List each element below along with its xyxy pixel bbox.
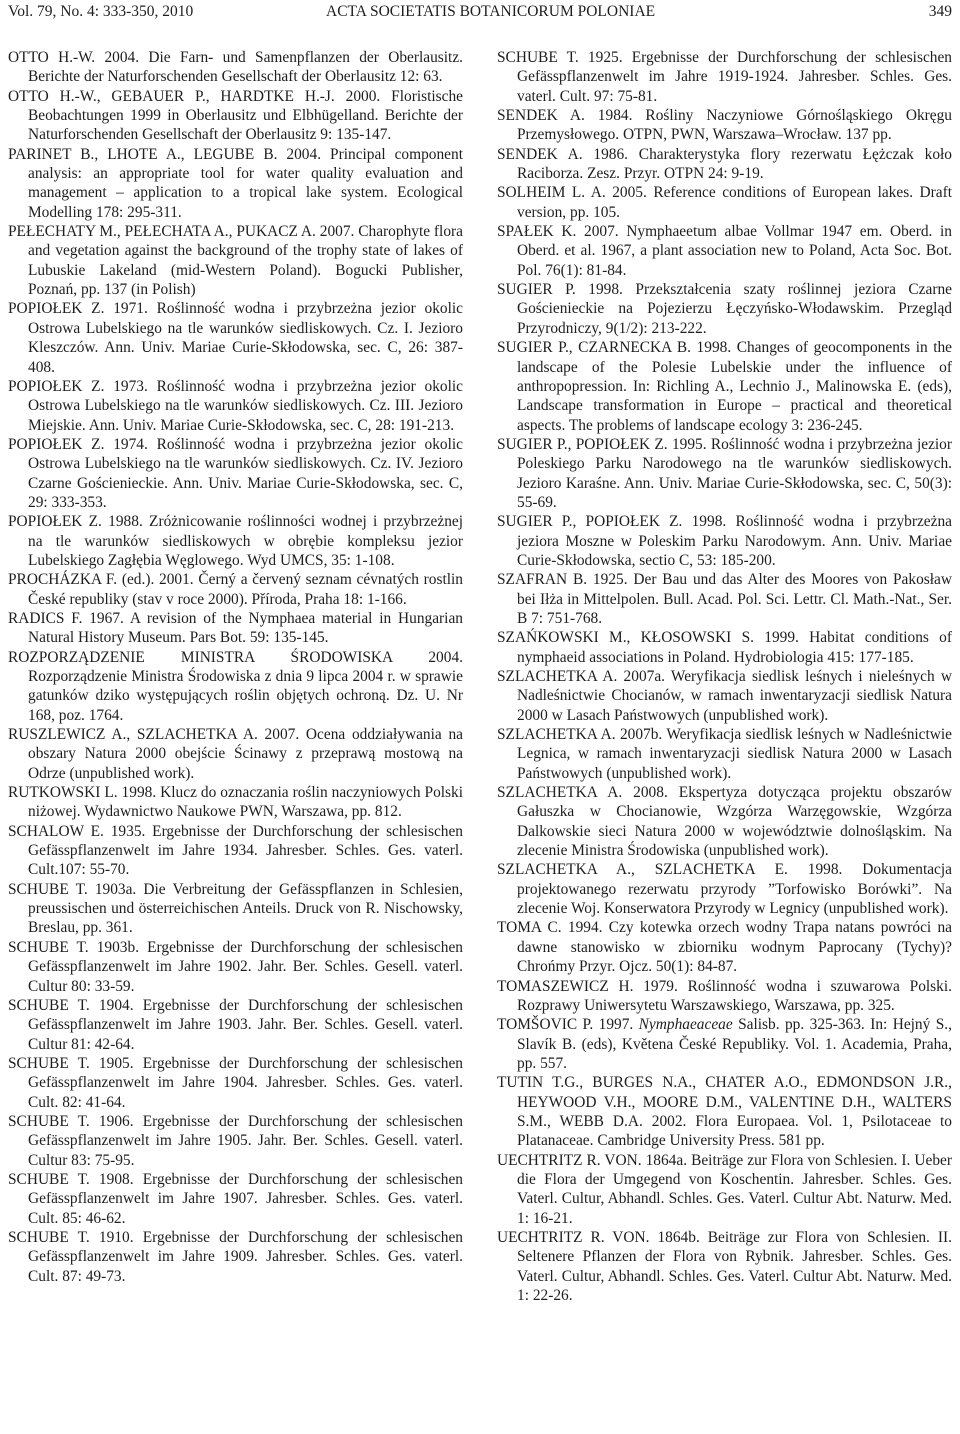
- reference-entry: SCHUBE T. 1903b. Ergebnisse der Durchforschung der schlesischen Gefässpflanzenwelt im Jahre 1902. Jahr. Ber. Schles. Gesell. vaterl. Cultur 80: 33-59.: [8, 938, 463, 995]
- reference-entry: SZLACHETKA A. 2008. Ekspertyza dotycząca projektu obszarów Gałuszka w Chocianowie, Wzgórza Warzęgowskie, Wzgórza Dalkowskie sieci Natura 2000 w województwie dolnośląskim. Na zlecenie Ministra Środowiska (unpublished work).: [497, 784, 952, 860]
- references-right-column: [497, 48, 952, 1305]
- reference-entry: RADICS F. 1967. A revision of the Nymphaea material in Hungarian Natural History Museum. Pars Bot. 59: 135-145.: [8, 609, 463, 647]
- reference-entry: TOMASZEWICZ H. 1979. Roślinność wodna i szuwarowa Polski. Rozprawy Uniwersytetu Warszawskiego, Warszawa, pp. 325.: [497, 977, 952, 1014]
- reference-entry: POPIOŁEK Z. 1973. Roślinność wodna i przybrzeżna jezior okolic Ostrowa Lubelskiego na tle warunków siedliskowych. Cz. III. Jezioro Miejskie. Ann. Univ. Mariae Curie-Skłodowska, sec. C, 28: 191-213.: [8, 377, 463, 434]
- reference-entry: UECHTRITZ R. VON. 1864b. Beiträge zur Flora von Schlesien. II. Seltenere Pflanzen der Flora von Rybnik. Jahresber. Schles. Ges. Vaterl. Cultur, Abhandl. Schles. Ges. Vaterl. Cultur Abt. Naturw. Med. 1: 22-26.: [497, 1228, 952, 1304]
- reference-entry: [497, 1015, 952, 1073]
- reference-entry: TOMA C. 1994. Czy kotewka orzech wodny Trapa natans powróci na dawne stanowisko w zbiorniku wodnym Paprocany (Tychy)? Chrońmy Przyr. Ojcz. 50(1): 84-87.: [497, 919, 952, 976]
- reference-entry: PARINET B., LHOTE A., LEGUBE B. 2004. Principal component analysis: an appropriate tool for water quality evaluation and management – application to a tropical lake system. Ecological Modelling 178: 295-311.: [8, 145, 463, 221]
- reference-entry: SCHUBE T. 1925. Ergebnisse der Durchforschung der schlesischen Gefässpflanzenwelt im Jahre 1919-1924. Jahresber. Schles. Ges. vaterl. Cult. 97: 75-81.: [497, 49, 952, 105]
- reference-entry: UECHTRITZ R. VON. 1864a. Beiträge zur Flora von Schlesien. I. Ueber die Flora der Umgegend von Koschentin. Jahresber. Schles. Ges. Vaterl. Cultur, Abhandl. Schles. Ges. Vaterl. Cultur Abt. Naturw. Med. 1: 16-21.: [497, 1151, 952, 1227]
- reference-entry: SCHALOW E. 1935. Ergebnisse der Durchforschung der schlesischen Gefässpflanzenwelt im Jahre 1934. Jahresber. Schles. Ges. vaterl. Cult.107: 55-70.: [8, 822, 463, 879]
- reference-entry: POPIOŁEK Z. 1974. Roślinność wodna i przybrzeżna jezior okolic Ostrowa Lubelskiego na tle warunków siedliskowych. Cz. IV. Jezioro Czarne Gościenieckie. Ann. Univ. Mariae Curie-Skłodowska, sec. C, 29: 333-353.: [8, 435, 463, 511]
- reference-entry: POPIOŁEK Z. 1988. Zróżnicowanie roślinności wodnej i przybrzeżnej na tle warunków siedliskowych w obrębie kompleksu jezior Lubelskiego Zagłębia Węglowego. Wyd UMCS, 35: 1-108.: [8, 513, 463, 569]
- running-header: [8, 0, 952, 24]
- reference-entry: SENDEK A. 1984. Rośliny Naczyniowe Górnośląskiego Okręgu Przemysłowego. OTPN, PWN, Warszawa–Wrocław. 137 pp.: [497, 107, 952, 144]
- reference-entry: SCHUBE T. 1903a. Die Verbreitung der Gefässpflanzen in Schlesien, preussischen und österreichischen Anteils. Druck von R. Nischowsky, Breslau, pp. 361.: [8, 880, 463, 937]
- reference-entry: PROCHÁZKA F. (ed.). 2001. Černý a červený seznam cévnatých rostlin České republiky (stav v roce 2000). Příroda, Praha 18: 1-166.: [8, 571, 463, 608]
- reference-entry: RUTKOWSKI L. 1998. Klucz do oznaczania roślin naczyniowych Polski niżowej. Wydawnictwo Naukowe PWN, Warszawa, pp. 812.: [8, 784, 463, 821]
- reference-entry: SCHUBE T. 1905. Ergebnisse der Durchforschung der schlesischen Gefässpflanzenwelt im Jahre 1904. Jahresber. Schles. Ges. vaterl. Cult. 82: 41-64.: [8, 1054, 463, 1111]
- reference-entry: SUGIER P., POPIOŁEK Z. 1995. Roślinność wodna i przybrzeżna jezior Poleskiego Parku Narodowego na tle warunków siedliskowych. Jezioro Karaśne. Ann. Univ. Mariae Curie-Skłodowska, sec. C, 50(3): 55-69.: [497, 435, 952, 511]
- reference-entry: RUSZLEWICZ A., SZLACHETKA A. 2007. Ocena oddziaływania na obszary Natura 2000 obejście Ścinawy z przeprawą mostową na Odrze (unpublished work).: [8, 726, 463, 782]
- reference-entry: POPIOŁEK Z. 1971. Roślinność wodna i przybrzeżna jezior okolic Ostrowa Lubelskiego na tle warunków siedliskowych. Cz. I. Jezioro Kleszczów. Ann. Univ. Mariae Curie-Skłodowska, sec. C, 26: 387-408.: [8, 300, 463, 376]
- reference-entry: TUTIN T.G., BURGES N.A., CHATER A.O., EDMONDSON J.R., HEYWOOD V.H., MOORE D.M., VALENTINE D.H., WALTERS S.M., WEBB D.A. 2002. Flora Europaea. Vol. 1, Psilotaceae to Platanaceae. Cambridge University Press. 581 pp.: [497, 1074, 952, 1150]
- reference-entry: SENDEK A. 1986. Charakterystyka flory rezerwatu Łężczak koło Raciborza. Zesz. Przyr. OTPN 24: 9-19.: [497, 145, 952, 183]
- reference-lead: TOMŠOVIC P. 1997.: [497, 1016, 639, 1034]
- reference-entry: SCHUBE T. 1906. Ergebnisse der Durchforschung der schlesischen Gefässpflanzenwelt im Jahre 1905. Jahr. Ber. Schles. Gesell. vaterl. Cultur 83: 75-95.: [8, 1112, 463, 1169]
- reference-entry: SZLACHETKA A., SZLACHETKA E. 1998. Dokumentacja projektowanego rezerwatu przyrody ”Torfowisko Borówki”. Na zlecenie Woj. Konserwatora Przyrody w Legnicy (unpublished work).: [497, 861, 952, 918]
- reference-entry: SUGIER P., POPIOŁEK Z. 1998. Roślinność wodna i przybrzeżna jeziora Moszne w Poleskim Parku Narodowym. Ann. Univ. Mariae Curie-Skłodowska, sectio C, 53: 185-200.: [497, 513, 952, 569]
- page-number: 349: [928, 3, 952, 20]
- reference-entry: OTTO H.-W. 2004. Die Farn- und Samenpflanzen der Oberlausitz. Berichte der Naturforschenden Gesellschaft der Oberlausitz 12: 63.: [8, 49, 463, 86]
- reference-tail: Salisb. pp. 325-363. In: Hejný S., Slavík B. (eds), Květena České Republiky. Vol. 1. Academia, Praha, pp. 557.: [517, 1016, 952, 1072]
- reference-entry: SZAFRAN B. 1925. Der Bau und das Alter des Moores von Pakosław bei Iłża in Mittelpolen. Bull. Acad. Pol. Sci. Lettr. Cl. Math.-Nat., Ser. B 7: 751-768.: [497, 571, 952, 627]
- reference-entry: SCHUBE T. 1908. Ergebnisse der Durchforschung der schlesischen Gefässpflanzenwelt im Jahre 1907. Jahresber. Schles. Ges. vaterl. Cult. 85: 46-62.: [8, 1170, 463, 1227]
- reference-entry: SUGIER P. 1998. Przekształcenia szaty roślinnej jeziora Czarne Gościenieckie na Pojezierzu Łęczyńsko-Włodawskim. Przegląd Przyrodniczy, 9(1/2): 213-222.: [497, 281, 952, 337]
- reference-entry: OTTO H.-W., GEBAUER P., HARDTKE H.-J. 2000. Floristische Beobachtungen 1999 in Oberlausitz und Elbhügelland. Berichte der Naturforschenden Gesellschaft der Oberlausitz 9: 135-147.: [8, 87, 463, 144]
- italic-taxon: Nymphaeaceae: [638, 1016, 733, 1034]
- references-left-column: [8, 48, 463, 1286]
- reference-entry: SZLACHETKA A. 2007b. Weryfikacja siedlisk leśnych w Nadleśnictwie Legnica, w ramach inwentaryzacji siedlisk Natura 2000 w Lasach Państwowych (unpublished work).: [497, 726, 952, 782]
- reference-entry: SOLHEIM L. A. 2005. Reference conditions of European lakes. Draft version, pp. 105.: [497, 184, 952, 221]
- reference-entry: SCHUBE T. 1904. Ergebnisse der Durchforschung der schlesischen Gefässpflanzenwelt im Jahre 1903. Jahr. Ber. Schles. Gesell. vaterl. Cultur 81: 42-64.: [8, 996, 463, 1053]
- reference-entry: SZAŃKOWSKI M., KŁOSOWSKI S. 1999. Habitat conditions of nymphaeid associations in Poland. Hydrobiologia 415: 177-185.: [497, 629, 952, 666]
- reference-entry: SPAŁEK K. 2007. Nymphaeetum albae Vollmar 1947 em. Oberd. in Oberd. et al. 1967, a plant association new to Poland, Acta Soc. Bot. Pol. 76(1): 81-84.: [497, 223, 952, 279]
- reference-entry: ROZPORZĄDZENIE MINISTRA ŚRODOWISKA 2004. Rozporządzenie Ministra Środowiska z dnia 9 lipca 2004 r. w sprawie gatunków dziko występujących roślin objętych ochroną. Dz. U. Nr 168, poz. 1764.: [8, 648, 463, 724]
- reference-entry: SZLACHETKA A. 2007a. Weryfikacja siedlisk leśnych i nieleśnych w Nadleśnictwie Chocianów, w ramach inwentaryzacji siedlisk Natura 2000 w Lasach Państwowych (unpublished work).: [497, 668, 952, 724]
- volume-info: Vol. 79, No. 4: 333-350, 2010: [8, 3, 194, 20]
- reference-entry: PEŁECHATY M., PEŁECHATA A., PUKACZ A. 2007. Charophyte flora and vegetation against the background of the trophy state of lakes of Lubuskie Lakeland (mid-Western Poland). Bogucki Publisher, Poznań, pp. 137 (in Polish): [8, 223, 463, 299]
- journal-title: ACTA SOCIETATIS BOTANICORUM POLONIAE: [326, 3, 656, 20]
- reference-entry: SCHUBE T. 1910. Ergebnisse der Durchforschung der schlesischen Gefässpflanzenwelt im Jahre 1909. Jahresber. Schles. Ges. vaterl. Cult. 87: 49-73.: [8, 1228, 463, 1285]
- reference-entry: SUGIER P., CZARNECKA B. 1998. Changes of geocomponents in the landscape of the Polesie Lubelskie under the influence of anthropopression. In: Richling A., Lechnio J., Malinowska E. (eds), Landscape transformation in Europe – practical and theoretical aspects. The problems of landscape ecology 3: 236-245.: [497, 339, 952, 434]
